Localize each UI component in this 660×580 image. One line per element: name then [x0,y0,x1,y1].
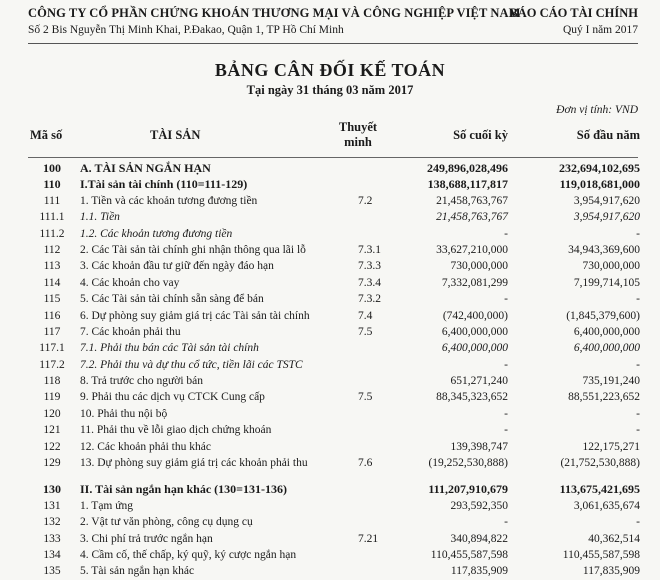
row-begin-value: 34,943,369,600 [568,243,640,256]
row-begin-value: 110,455,587,598 [562,548,640,561]
row-code: 115 [43,293,61,306]
row-code: 130 [43,482,61,497]
table-row [0,209,660,225]
row-begin-value: 6,400,000,000 [573,325,640,338]
row-begin-value: 6,400,000,000 [573,342,640,355]
row-note: 7.4 [358,309,373,322]
row-label: 1.1. Tiền [80,211,120,224]
column-header-end-period: Số cuối kỳ [453,128,508,142]
company-address: Số 2 Bis Nguyễn Thị Minh Khai, P.Đakao, Quận 1, TP Hồ Chí Minh [28,24,344,36]
row-end-value: 88,345,323,652 [436,391,508,404]
row-label: A. TÀI SẢN NGẮN HẠN [80,161,211,175]
row-label: II. Tài sản ngắn hạn khác (130=131-136) [80,482,287,497]
table-row [0,176,660,192]
table-row [0,258,660,274]
row-code: 113 [43,260,61,273]
row-end-value: 340,894,822 [450,532,508,545]
row-label: 9. Phải thu các dịch vụ CTCK Cung cấp [80,391,265,404]
table-row [0,193,660,209]
row-end-value: 249,896,028,496 [427,161,508,175]
table-row [0,389,660,405]
document-title: BẢNG CÂN ĐỐI KẾ TOÁN [214,60,446,80]
row-end-value: 6,400,000,000 [441,342,508,355]
row-note: 7.5 [358,391,373,404]
row-note: 7.3.1 [358,243,381,256]
row-begin-value: 113,675,421,695 [559,482,640,497]
row-code: 111 [43,194,61,207]
row-label: 1. Tiền và các khoản tương đương tiền [80,194,258,207]
row-label: 3. Các khoản đầu tư giữ đến ngày đáo hạn [80,260,274,273]
row-code: 133 [43,532,61,545]
table-row [0,242,660,258]
row-code: 100 [43,161,61,175]
row-label: 3. Chi phí trả trước ngắn hạn [80,532,213,545]
row-label: 2. Các Tài sản tài chính ghi nhận thông qua lãi lỗ [80,243,306,256]
row-label: 5. Tài sản ngắn hạn khác [80,565,195,578]
row-end-value: (742,400,000) [442,309,508,322]
row-begin-value: - [636,407,640,420]
row-note: 7.3.3 [358,260,381,273]
row-label: 10. Phải thu nội bộ [80,407,168,420]
column-header-note: Thuyết minh [338,120,378,149]
row-code: 119 [43,391,61,404]
column-header-code: Mã số [30,128,63,142]
row-code: 132 [43,516,61,529]
row-begin-value: 7,199,714,105 [573,276,640,289]
table-row [0,160,660,176]
row-begin-value: 730,000,000 [582,260,640,273]
row-code: 135 [43,565,61,578]
table-header [0,120,660,160]
row-code: 110 [43,177,61,192]
row-end-value: 21,458,763,767 [436,194,508,207]
report-type: BÁO CÁO TÀI CHÍNH [509,6,638,20]
row-code: 120 [43,407,61,420]
row-code: 121 [43,424,61,437]
row-code: 112 [43,243,61,256]
column-header-begin-year: Số đầu năm [576,128,640,142]
row-begin-value: 88,551,223,652 [568,391,640,404]
table-row [0,373,660,389]
table-row [0,308,660,324]
table-row [0,275,660,291]
row-begin-value: - [636,227,640,240]
row-end-value: 111,207,910,679 [428,482,508,497]
table-row [0,357,660,373]
row-label: 6. Dự phòng suy giảm giá trị các Tài sản tài chính [80,309,310,322]
row-note: 7.21 [358,532,379,545]
row-end-value: - [504,407,508,420]
currency-unit: Đơn vị tính: VND [556,104,638,116]
row-label: 5. Các Tài sản tài chính sẵn sàng để bán [80,293,264,306]
row-end-value: 138,688,117,817 [427,177,508,192]
company-name: CÔNG TY CỔ PHẦN CHỨNG KHOÁN THƯƠNG MẠI VÀ CÔNG NGHIỆP VIỆT NAM [28,6,521,20]
row-begin-value: (21,752,530,888) [560,457,640,470]
row-end-value: - [504,424,508,437]
row-code: 114 [43,276,61,289]
row-code: 117.2 [39,358,65,371]
row-end-value: 293,592,350 [450,499,508,512]
row-label: 4. Cầm cố, thế chấp, ký quỹ, ký cược ngắn hạn [80,548,297,561]
row-begin-value: 3,954,917,620 [573,211,640,224]
row-label: 4. Các khoản cho vay [80,276,180,289]
row-label: 8. Trả trước cho người bán [80,375,204,388]
row-end-value: 110,455,587,598 [430,548,508,561]
row-code: 116 [43,309,61,322]
column-header-name: TÀI SẢN [150,128,201,142]
row-begin-value: 117,835,909 [582,565,640,578]
row-note: 7.6 [358,457,373,470]
table-row [0,340,660,356]
row-begin-value: 3,061,635,674 [573,499,640,512]
report-period: Quý I năm 2017 [562,24,638,36]
table-row [0,406,660,422]
row-end-value: - [504,358,508,371]
row-code: 134 [43,548,61,561]
table-row [0,422,660,438]
row-end-value: 6,400,000,000 [441,325,508,338]
row-begin-value: - [636,293,640,306]
row-begin-value: 119,018,681,000 [559,177,640,192]
row-code: 129 [43,457,61,470]
row-label: 7.1. Phải thu bán các Tài sản tài chính [80,342,259,355]
row-begin-value: - [636,424,640,437]
row-label: 1.2. Các khoản tương đương tiền [80,227,233,240]
row-note: 7.3.2 [358,293,381,306]
table-row [0,563,660,579]
row-end-value: - [504,516,508,529]
row-note: 7.3.4 [358,276,381,289]
row-code: 131 [43,499,61,512]
row-label: 7. Các khoản phải thu [80,325,181,338]
table-header-divider [28,157,638,158]
row-begin-value: 735,191,240 [582,375,640,388]
row-label: 2. Vật tư văn phòng, công cụ dụng cụ [80,516,253,529]
row-end-value: 139,398,747 [450,440,508,453]
table-row [0,498,660,514]
table-row [0,481,660,497]
row-code: 122 [43,440,61,453]
row-label: 1. Tạm ứng [80,499,133,512]
row-label: 12. Các khoản phải thu khác [80,440,211,453]
table-row [0,531,660,547]
row-label: 13. Dự phòng suy giảm giá trị các khoản phải thu [80,457,308,470]
row-end-value: 21,458,763,767 [436,211,508,224]
row-end-value: 730,000,000 [450,260,508,273]
row-end-value: 117,835,909 [450,565,508,578]
table-row [0,226,660,242]
row-begin-value: 40,362,514 [588,532,640,545]
balance-sheet-table [0,160,660,580]
row-note: 7.5 [358,325,373,338]
row-end-value: 651,271,240 [450,375,508,388]
report-date: Tại ngày 31 tháng 03 năm 2017 [246,83,414,97]
row-begin-value: 122,175,271 [582,440,640,453]
row-label: 7.2. Phải thu và dự thu cổ tức, tiền lãi các TSTC [80,358,303,371]
row-code: 111.2 [39,227,65,240]
header-divider [28,43,638,44]
row-end-value: (19,252,530,888) [428,457,508,470]
row-label: 11. Phải thu về lỗi giao dịch chứng khoán [80,424,272,437]
row-code: 111.1 [39,211,65,224]
row-end-value: 33,627,210,000 [436,243,508,256]
row-begin-value: 3,954,917,620 [573,194,640,207]
table-row [0,324,660,340]
row-code: 117 [43,325,61,338]
row-end-value: - [504,293,508,306]
row-note: 7.2 [358,194,373,207]
row-label: I.Tài sản tài chính (110=111-129) [80,177,248,192]
row-begin-value: (1,845,379,600) [566,309,640,322]
row-end-value: 7,332,081,299 [441,276,508,289]
table-row [0,514,660,530]
table-row [0,439,660,455]
row-end-value: - [504,227,508,240]
table-row [0,547,660,563]
row-begin-value: 232,694,102,695 [559,161,640,175]
row-begin-value: - [636,516,640,529]
row-code: 118 [43,375,61,388]
table-row [0,455,660,471]
row-code: 117.1 [39,342,65,355]
row-begin-value: - [636,358,640,371]
table-row [0,291,660,307]
